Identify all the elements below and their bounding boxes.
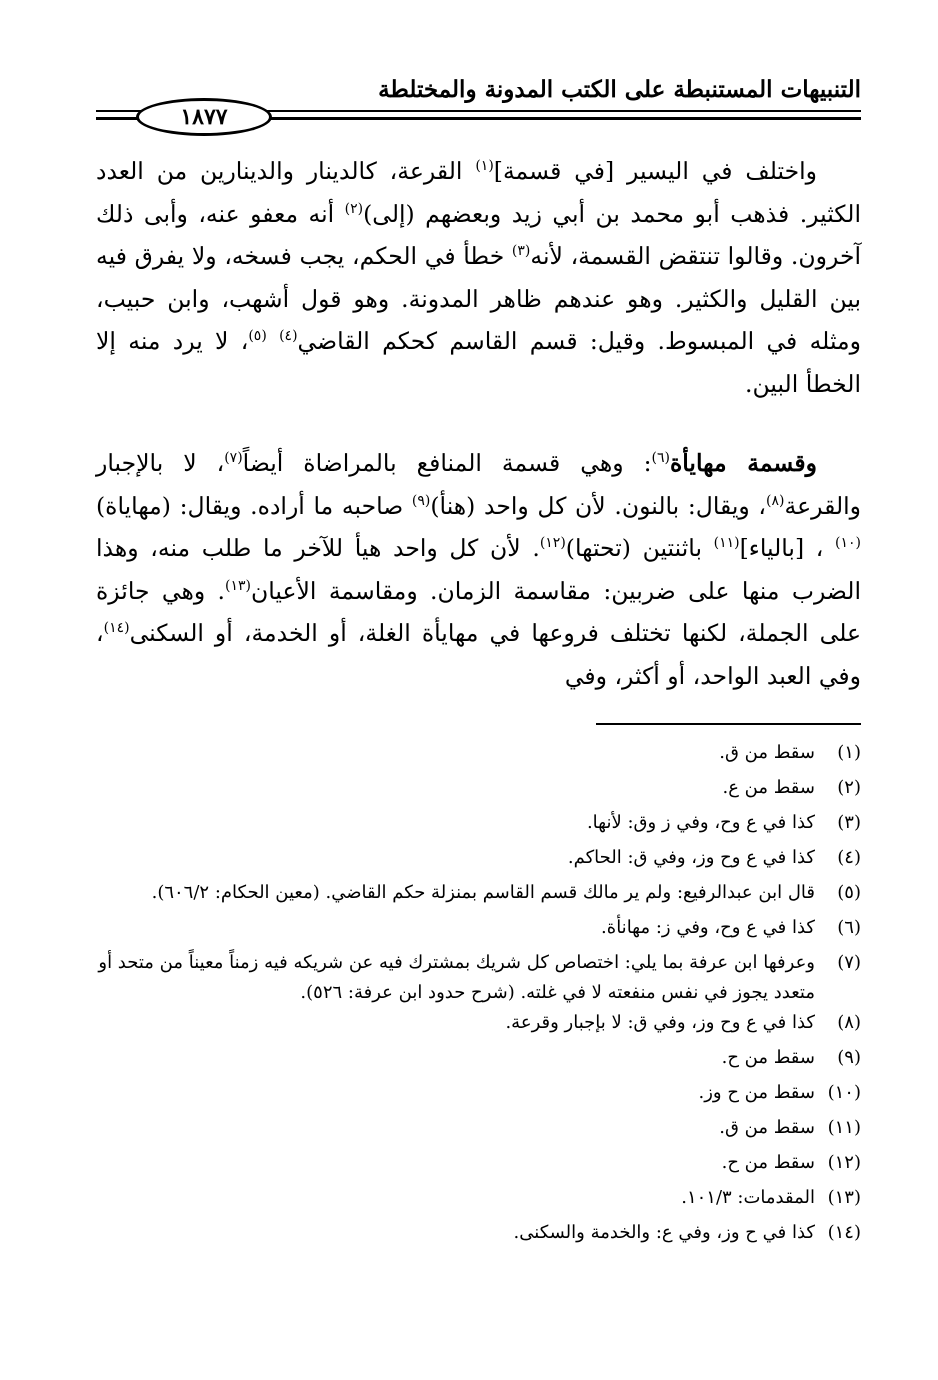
footnote-ref-14[interactable]: (١٤) [103,620,130,637]
text-span: أنه معفو عنه، وأبى ذلك آخرون. وقالوا تنتقض القسمة، لأنه [96,199,862,270]
footnote-item [96,948,861,1008]
footnote-ref-8[interactable]: (٨) [766,492,785,509]
footnote-text: سقط من ح. [721,1152,815,1173]
text-span: صاحبه ما أراده. ويقال: (مهاياة) [96,491,412,520]
text-span: ، ويقال: بالنون. لأن كل واحد (هنأ) [430,491,767,520]
footnote-ref-6[interactable]: (٦) [651,450,670,467]
footnote-number: (٦) [837,917,861,938]
footnote-ref-11[interactable]: (١١) [713,535,740,552]
text-span: ، [بالياء] [739,534,836,562]
footnote-text: كذا في ع وح وز، وفي ق: الحاكم. [567,847,815,868]
footnote-number: (٧) [837,952,861,973]
footnote-text: كذا في ع وح وز، وفي ق: لا بإجبار وقرعة. [505,1012,815,1033]
footnote-number: (١٠) [827,1082,861,1103]
text-span: باثنتين (تحتها) [565,534,714,562]
footnote-item [96,843,861,878]
footnote-separator [596,723,861,725]
footnote-item [96,1113,861,1148]
footnote-ref-12[interactable]: (١٢) [539,535,566,552]
text-span: واختلف في اليسير [في قسمة] [493,157,818,185]
footnote-text: كذا في ع وح، وفي ز وق: لأنها. [586,812,815,833]
page-number-badge [136,98,272,136]
text-span: ، وفي العبد الواحد، أو أكثر، وفي [96,619,861,690]
footnote-item [96,808,861,843]
text-span: . لأن كل واحد هيأ للآخر ما طلب منه، وهذا الضرب منها على ضربين: مقاسمة الزمان. ومقاسمة الأعيان [96,534,861,605]
footnote-item [96,738,861,773]
footnote-number: (١٤) [827,1222,861,1243]
main-text [96,150,861,697]
footnote-text: المقدمات: ١٠١/٣. [681,1187,815,1208]
footnote-number: (١١) [827,1117,861,1138]
page-header [96,70,861,130]
footnote-ref-1[interactable]: (١) [475,158,494,175]
footnote-ref-9[interactable]: (٩) [411,492,431,509]
footnote-ref-3[interactable]: (٣) [511,243,531,260]
footnote-text: سقط من ق. [719,742,815,763]
footnote-item [96,1078,861,1113]
footnote-text: قال ابن عبدالرفيع: ولم ير مالك قسم القاسم بمنزلة حكم القاضي. (معين الحكام: ٦٠٦/٢). [151,882,815,903]
footnote-ref-5[interactable]: (٥) [248,328,267,345]
footnote-text: كذا في ح وز، وفي ع: والخدمة والسكنى. [513,1222,815,1243]
text-span: . وهي جائزة على الجملة، لكنها تختلف فروعها في مهايأة الغلة، أو الخدمة، أو السكنى [96,576,861,647]
term-muhayaa: وقسمة مهايأة [669,449,817,477]
text-span: ، لا يرد منه إلا الخطأ البين. [96,327,861,398]
footnote-number: (٤) [837,847,861,868]
footnote-text: وعرفها ابن عرفة بما يلي: اختصاص كل شريك بمشترك فيه عن شريكه فيه زمناً معيناً من متحد أو متعدد يجوز في نفس منفعته لا في غلته. (شرح حدود ابن عرفة: ٥٢٦). [98,952,815,1003]
footnote-item [96,1008,861,1043]
page-number: ١٨٧٧ [180,104,228,130]
footnote-text: سقط من ح. [721,1047,815,1068]
text-span: : وهي قسمة المنافع بالمراضاة أيضاً [242,449,652,477]
footnotes [96,738,861,1253]
footnote-item [96,773,861,808]
footnote-number: (١٣) [827,1187,861,1208]
footnote-ref-7[interactable]: (٧) [224,450,243,467]
footnote-text: سقط من ع. [722,777,815,798]
footnote-number: (١٢) [827,1152,861,1173]
text-span: خطأ في الحكم، يجب فسخه، ولا يفرق فيه بين القليل والكثير. وهو عندهم ظاهر المدونة. وهو قول أشهب، وابن حبيب، ومثله في المبسوط. وقيل: قسم القاسم كحكم القاضي [96,242,861,355]
footnote-number: (٢) [837,777,861,798]
running-title: التنبيهات المستنبطة على الكتب المدونة والمختلطة [378,76,861,103]
paragraph-2 [96,442,861,697]
footnote-number: (٩) [837,1047,861,1068]
footnote-text: كذا في ع وح، وفي ز: مهانأة. [601,917,815,938]
footnote-number: (٥) [837,882,861,903]
footnote-item [96,1148,861,1183]
footnote-text: سقط من ق. [719,1117,815,1138]
footnote-number: (٣) [837,812,861,833]
paragraph-1 [96,150,861,405]
footnote-ref-10[interactable]: (١٠) [835,535,861,552]
footnote-ref-4[interactable]: (٤) [279,328,298,345]
footnote-ref-2[interactable]: (٢) [344,200,364,217]
footnote-item [96,1218,861,1253]
footnote-item [96,913,861,948]
text-span: القرعة، كالدينار والدينارين من العدد الكثير. فذهب أبو محمد بن أبي زيد وبعضهم (إلى) [96,157,861,228]
footnote-text: سقط من ح وز. [698,1082,815,1103]
footnote-ref-13[interactable]: (١٣) [225,577,251,594]
footnote-item [96,1183,861,1218]
footnote-number: (٨) [837,1012,861,1033]
footnote-item [96,1043,861,1078]
footnote-number: (١) [837,742,861,763]
text-span: ، لا بالإجبار والقرعة [96,449,861,520]
footnote-item [96,878,861,913]
